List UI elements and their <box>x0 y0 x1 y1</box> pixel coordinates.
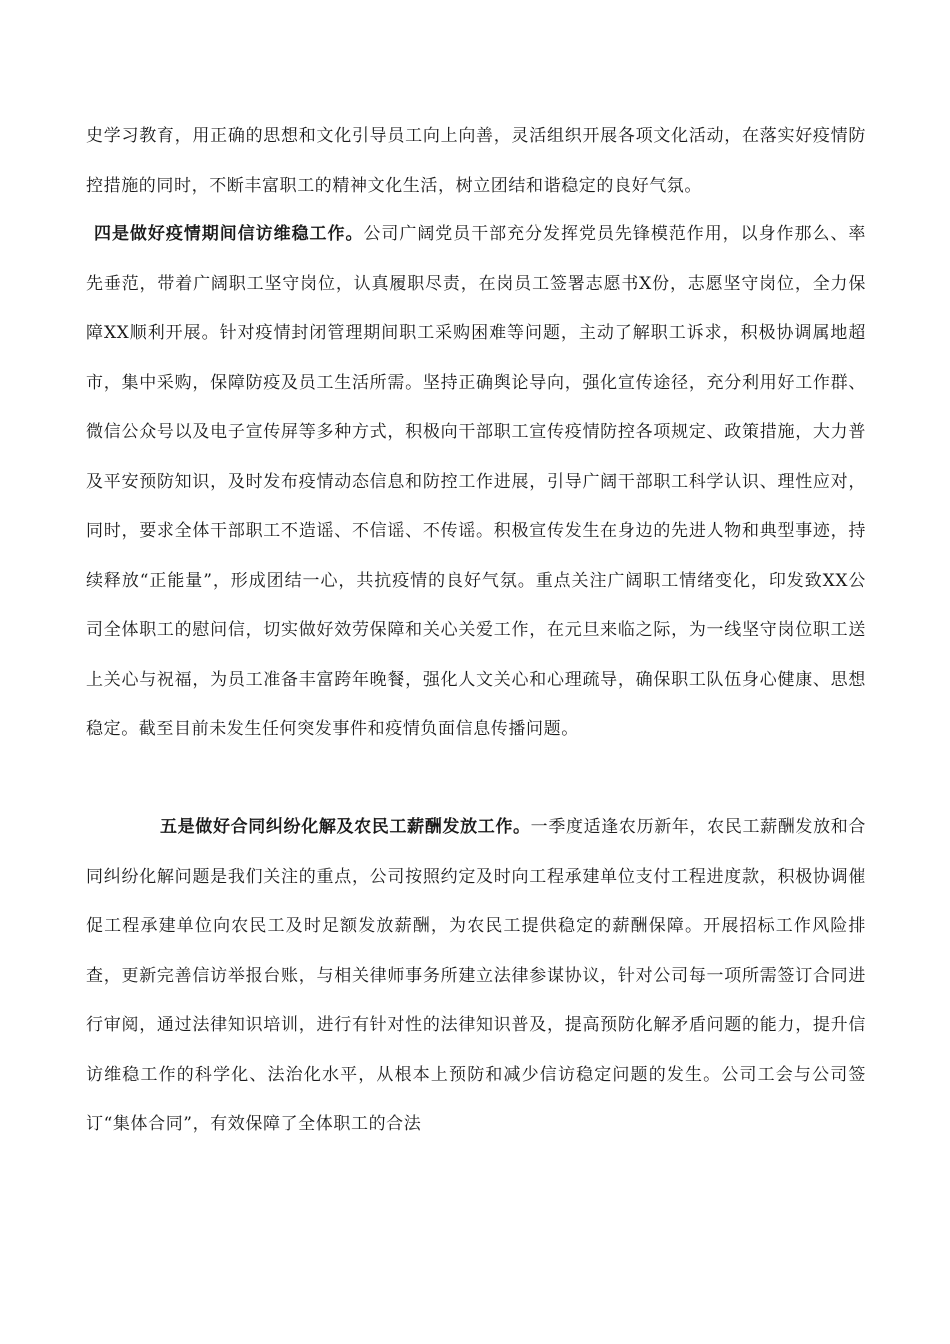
paragraph-2 <box>86 210 866 755</box>
paragraph-continuation <box>86 112 866 211</box>
paragraph-1 <box>86 112 866 211</box>
section-four-body: 公司广阔党员干部充分发挥党员先锋模范作用，以身作那么、率先垂范，带着广阔职工坚守岗位，认真履职尽责，在岗员工签署志愿书X份，志愿坚守岗位，全力保障XX顺利开展。针对疫情封闭管理期间职工采购困难等问题，主动了解职工诉求，积极协调属地超市，集中采购，保障防疫及员工生活所需。坚持正确舆论导向，强化宣传途径，充分利用好工作群、微信公众号以及电子宣传屏等多种方式，积极向干部职工宣传疫情防控各项规定、政策措施，大力普及平安预防知识，及时发布疫情动态信息和防控工作进展，引导广阔干部职工科学认识、理性应对，同时，要求全体干部职工不造谣、不信谣、不传谣。积极宣传发生在身边的先进人物和典型事迹，持续释放“正能量”，形成团结一心，共抗疫情的良好气氛。重点关注广阔职工情绪变化，印发致XX公司全体职工的慰问信，切实做好效劳保障和关心关爱工作，在元旦来临之际，为一线坚守岗位职工送上关心与祝福，为员工准备丰富跨年晚餐，强化人文关心和心理疏导，确保职工队伍身心健康、思想稳定。截至目前未发生任何突发事件和疫情负面信息传播问题。 <box>86 224 866 739</box>
paragraph-1-text: 史学习教育，用正确的思想和文化引导员工向上向善，灵活组织开展各项文化活动，在落实好疫情防控措施的同时，不断丰富职工的精神文化生活，树立团结和谐稳定的良好气氛。 <box>86 126 866 196</box>
section-five-body: 一季度适逢农历新年，农民工薪酬发放和合同纠纷化解问题是我们关注的重点，公司按照约定及时向工程承建单位支付工程进度款，积极协调催促工程承建单位向农民工及时足额发放薪酬，为农民工提供稳定的薪酬保障。开展招标工作风险排查，更新完善信访举报台账，与相关律师事务所建立法律参谋协议，针对公司每一项所需签订合同进行审阅，通过法律知识培训，进行有针对性的法律知识普及，提高预防化解矛盾问题的能力，提升信访维稳工作的科学化、法治化水平，从根本上预防和减少信访稳定问题的发生。公司工会与公司签订“集体合同”，有效保障了全体职工的合法 <box>86 817 866 1134</box>
section-four <box>86 210 866 755</box>
paragraph-3 <box>86 803 866 1150</box>
section-five-heading: 五是做好合同纠纷化解及农民工薪酬发放工作。 <box>160 817 531 837</box>
section-four-heading: 四是做好疫情期间信访维稳工作。 <box>94 224 364 244</box>
section-five <box>86 803 866 1150</box>
